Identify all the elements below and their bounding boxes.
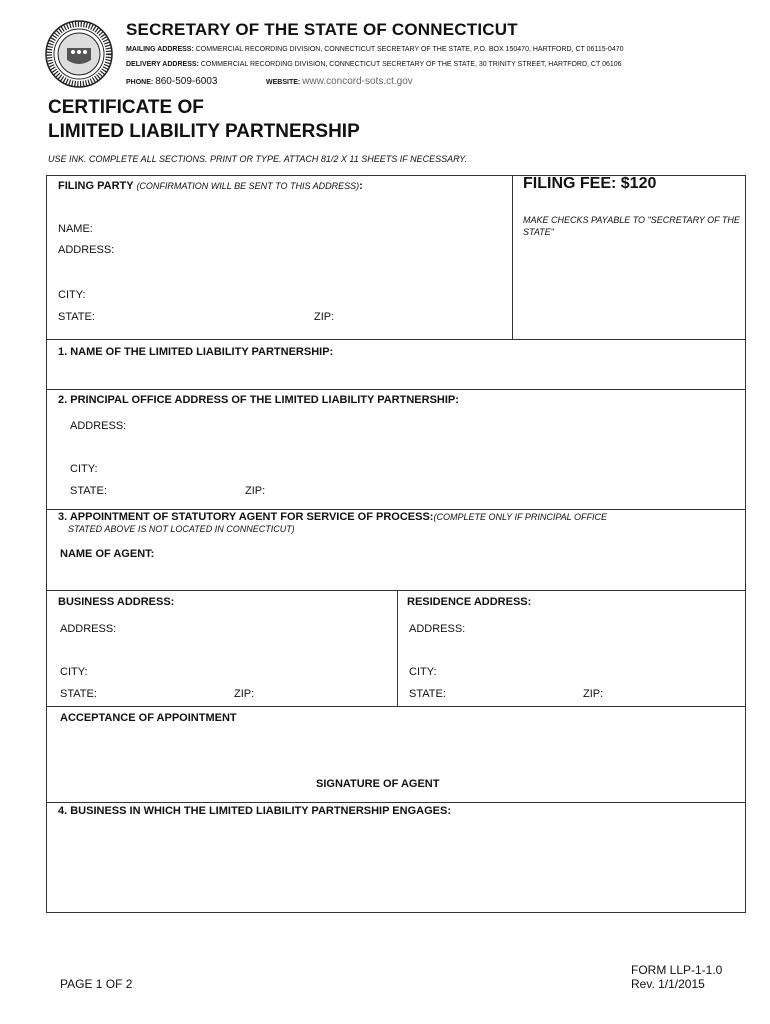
section-3-note: STATED ABOVE IS NOT LOCATED IN CONNECTICUT) [68, 524, 295, 534]
section-divider [46, 339, 746, 340]
name-field[interactable]: NAME: [58, 223, 93, 235]
residence-zip-field[interactable]: ZIP: [583, 688, 604, 700]
business-address-label: BUSINESS ADDRESS: [58, 596, 175, 608]
phone: PHONE: 860-509-6003 [126, 76, 218, 87]
website: WEBSITE: www.concord-sots.ct.gov [266, 76, 413, 87]
address-divider [397, 590, 398, 706]
filing-fee: FILING FEE: $120 [523, 175, 657, 192]
section-divider [46, 509, 746, 510]
page-number: PAGE 1 OF 2 [60, 977, 133, 991]
business-zip-field[interactable]: ZIP: [234, 688, 255, 700]
principal-city-field[interactable]: CITY: [70, 463, 98, 475]
residence-city-field[interactable]: CITY: [409, 666, 437, 678]
principal-address-field[interactable]: ADDRESS: [70, 420, 127, 432]
fee-divider [512, 175, 513, 339]
section-divider [46, 802, 746, 803]
residence-address-field[interactable]: ADDRESS: [409, 623, 466, 635]
section-divider [46, 590, 746, 591]
acceptance-label: ACCEPTANCE OF APPOINTMENT [60, 712, 237, 724]
form-title: CERTIFICATE OF LIMITED LIABILITY PARTNERSHIP [48, 97, 360, 142]
address-field[interactable]: ADDRESS: [58, 244, 115, 256]
residence-address-label: RESIDENCE ADDRESS: [407, 596, 532, 608]
agent-name-label: NAME OF AGENT: [60, 548, 155, 560]
principal-state-field[interactable]: STATE: [70, 485, 107, 497]
section-4-label: 4. BUSINESS IN WHICH THE LIMITED LIABILITY PARTNERSHIP ENGAGES: [58, 805, 451, 817]
form-number: FORM LLP-1-1.0 [631, 963, 723, 977]
delivery-address: DELIVERY ADDRESS: COMMERCIAL RECORDING DIVISION, CONNECTICUT SECRETARY OF THE STATE, 30 TRINITY STREET, HARTFORD, CT 06106 [126, 61, 622, 68]
filing-party-label: FILING PARTY (CONFIRMATION WILL BE SENT TO THIS ADDRESS): [58, 180, 363, 192]
section-2-label: 2. PRINCIPAL OFFICE ADDRESS OF THE LIMITED LIABILITY PARTNERSHIP: [58, 394, 459, 406]
section-3-label: 3. APPOINTMENT OF STATUTORY AGENT FOR SERVICE OF PROCESS:(COMPLETE ONLY IF PRINCIPAL OFFICE [58, 511, 608, 523]
business-state-field[interactable]: STATE: [60, 688, 97, 700]
box-border [46, 912, 746, 913]
agency-title: SECRETARY OF THE STATE OF CONNECTICUT [126, 20, 518, 39]
instructions: USE INK. COMPLETE ALL SECTIONS. PRINT OR TYPE. ATTACH 81/2 X 11 SHEETS IF NECESSARY. [48, 154, 467, 164]
agent-signature-field[interactable]: SIGNATURE OF AGENT [316, 778, 440, 790]
mailing-address: MAILING ADDRESS: COMMERCIAL RECORDING DIVISION, CONNECTICUT SECRETARY OF THE STATE, P.O. BOX 150470, HARTFORD, CT 06115-0470 [126, 46, 624, 53]
principal-zip-field[interactable]: ZIP: [245, 485, 266, 497]
city-field[interactable]: CITY: [58, 289, 86, 301]
business-city-field[interactable]: CITY: [60, 666, 88, 678]
payable-note: MAKE CHECKS PAYABLE TO "SECRETARY OF THE STATE" [523, 215, 740, 237]
state-field[interactable]: STATE: [58, 311, 95, 323]
zip-field[interactable]: ZIP: [314, 311, 335, 323]
section-1-label: 1. NAME OF THE LIMITED LIABILITY PARTNERSHIP: [58, 346, 334, 358]
section-divider [46, 389, 746, 390]
residence-state-field[interactable]: STATE: [409, 688, 446, 700]
section-divider [46, 706, 746, 707]
business-address-field[interactable]: ADDRESS: [60, 623, 117, 635]
state-seal-icon [45, 20, 113, 88]
revision-date: Rev. 1/1/2015 [631, 977, 705, 991]
